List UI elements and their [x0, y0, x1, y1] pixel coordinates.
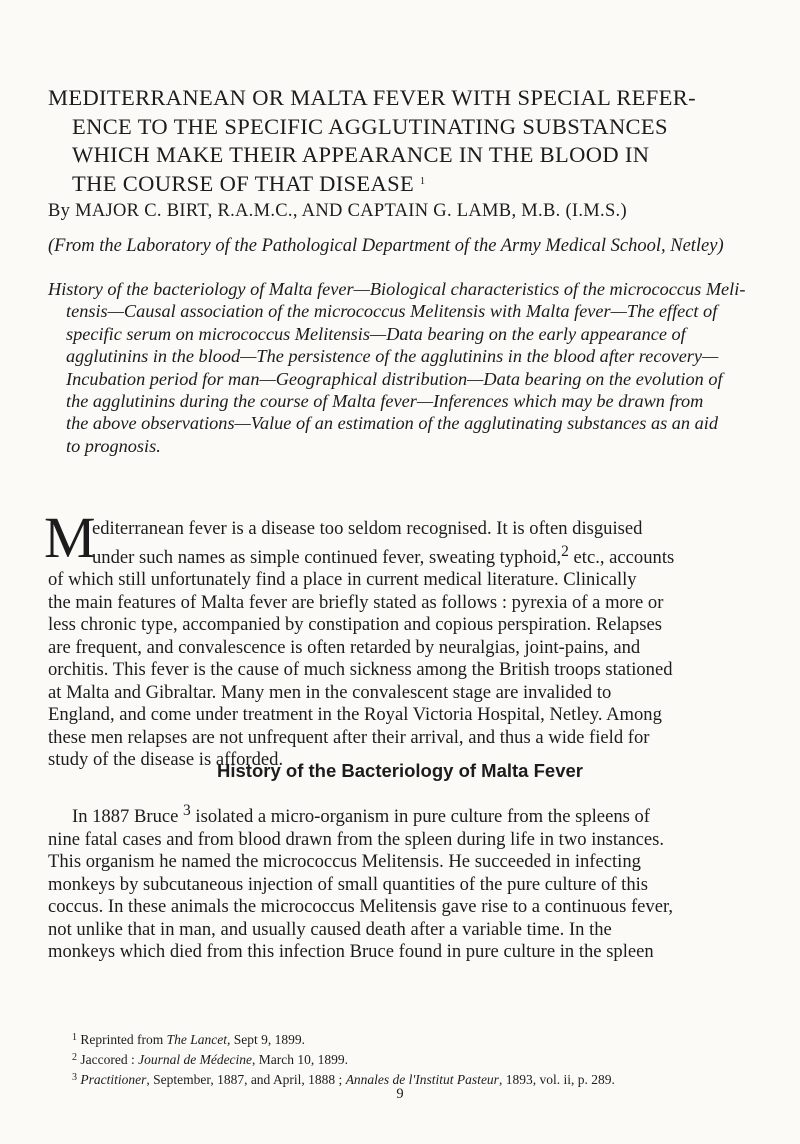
paragraph-line-text: under such names as simple continued fever, sweating typhoid,: [92, 546, 562, 568]
paragraph-line: the main features of Malta fever are briefly stated as follows : pyrexia of a more or: [48, 591, 664, 613]
footnote-source: Journal de Médecine: [138, 1052, 253, 1067]
footnote-mark: 3: [183, 802, 191, 819]
paragraph-line: editerranean fever is a disease too seldom recognised. It is often disguised: [92, 518, 643, 539]
paragraph-line: England, and come under treatment in the Royal Victoria Hospital, Netley. Among: [48, 704, 662, 726]
paragraph-line: This organism he named the micrococcus Melitensis. He succeeded in infecting: [48, 851, 641, 873]
footnote-text: , March 10, 1899.: [252, 1052, 349, 1067]
paragraph-line: [48, 800, 754, 829]
footnote-text: Jaccored :: [80, 1052, 139, 1067]
paragraph-line: monkeys which died from this infection Bruce found in pure culture in the spleen: [48, 941, 654, 963]
paragraph-line: at Malta and Gibraltar. Many men in the convalescent stage are invalided to: [48, 681, 612, 703]
title-line: WHICH MAKE THEIR APPEARANCE IN THE BLOOD IN: [72, 142, 650, 167]
abstract-line: the agglutinins during the course of Malta fever—Inferences which may be drawn from: [66, 391, 704, 412]
abstract-line: agglutinins in the blood—The persistence of the agglutinins in the blood after recovery—: [66, 346, 719, 367]
abstract-line: the above observations—Value of an estimation of the agglutinating substances as an aid: [66, 413, 718, 434]
intro-paragraph: [48, 518, 754, 772]
footnote-mark: 3: [72, 1072, 77, 1083]
paragraph-line-text: etc., accounts: [568, 546, 675, 568]
paragraph-line: are frequent, and convalescence is often retarded by neuralgias, joint-pains, and: [48, 636, 641, 658]
footnote-text: , September, 1887, and April, 1888 ;: [146, 1072, 346, 1087]
footnote-source: The Lancet: [166, 1032, 227, 1047]
paragraph-line: coccus. In these animals the micrococcus Melitensis gave rise to a continuous fever,: [48, 896, 674, 918]
affiliation: (From the Laboratory of the Pathological Department of the Army Medical School, Netley): [48, 236, 724, 256]
abstract-line: tensis—Causal association of the micrococcus Melitensis with Malta fever—The effect of: [66, 301, 718, 322]
section-heading: History of the Bacteriology of Malta Fever: [217, 760, 583, 781]
paragraph-line: of which still unfortunately find a place in current medical literature. Clinically: [48, 569, 637, 591]
footnote-text: , Sept 9, 1899.: [226, 1032, 305, 1047]
paragraph-line-text: isolated a micro-organism in pure culture from the spleens of: [190, 806, 650, 828]
footnotes: [72, 1030, 732, 1090]
footnote-mark: 1: [420, 175, 426, 187]
abstract-line: Incubation period for man—Geographical distribution—Data bearing on the evolution of: [66, 368, 723, 389]
title-line: ENCE TO THE SPECIFIC AGGLUTINATING SUBSTANCES: [72, 113, 668, 139]
footnote-text: Reprinted from: [80, 1032, 167, 1047]
paragraph-line: [48, 541, 754, 570]
paragraph-line: study of the disease is afforded.: [48, 749, 284, 771]
page-number: 9: [396, 1086, 404, 1102]
title-line: MEDITERRANEAN OR MALTA FEVER WITH SPECIAL REFER-: [48, 85, 696, 110]
author-byline: By MAJOR C. BIRT, R.A.M.C., AND CAPTAIN G. LAMB, M.B. (I.M.S.): [48, 201, 627, 221]
paragraph-line: monkeys by subcutaneous injection of small quantities of the pure culture of this: [48, 873, 649, 895]
footnote: [72, 1050, 732, 1070]
footnote-source: Practitioner: [80, 1072, 147, 1087]
abstract-line: specific serum on micrococcus Melitensis—Data bearing on the early appearance of: [66, 323, 686, 344]
paragraph-line: less chronic type, accompanied by constipation and copious perspiration. Relapses: [48, 614, 662, 636]
paragraph-line: not unlike that in man, and usually caused death after a variable time. In the: [48, 918, 612, 940]
abstract-line: History of the bacteriology of Malta fever—Biological characteristics of the micrococcus Meli-: [48, 279, 746, 299]
drop-cap: M: [44, 505, 96, 570]
history-paragraph: [48, 800, 754, 964]
article-title: [48, 84, 754, 198]
paragraph-line: nine fatal cases and from blood drawn from the spleen during life in two instances.: [48, 828, 664, 850]
footnote-source: Annales de l'Institut Pasteur: [345, 1072, 499, 1087]
title-line: [48, 170, 754, 199]
footnote-mark: 1: [72, 1032, 77, 1043]
footnote-mark: 2: [561, 542, 569, 560]
abstract: [48, 278, 752, 457]
footnote-mark: 2: [72, 1052, 77, 1063]
footnote-text: , 1893, vol. ii, p. 289.: [498, 1072, 615, 1087]
footnote: [72, 1030, 732, 1050]
paragraph-line-text: In 1887 Bruce: [72, 806, 184, 828]
title-line-text: THE COURSE OF THAT DISEASE: [72, 170, 415, 196]
paragraph-line: orchitis. This fever is the cause of much sickness among the British troops stationed: [48, 659, 673, 681]
abstract-line: to prognosis.: [66, 435, 161, 456]
paragraph-line: these men relapses are not unfrequent after their arrival, and thus a wide field for: [48, 726, 650, 748]
